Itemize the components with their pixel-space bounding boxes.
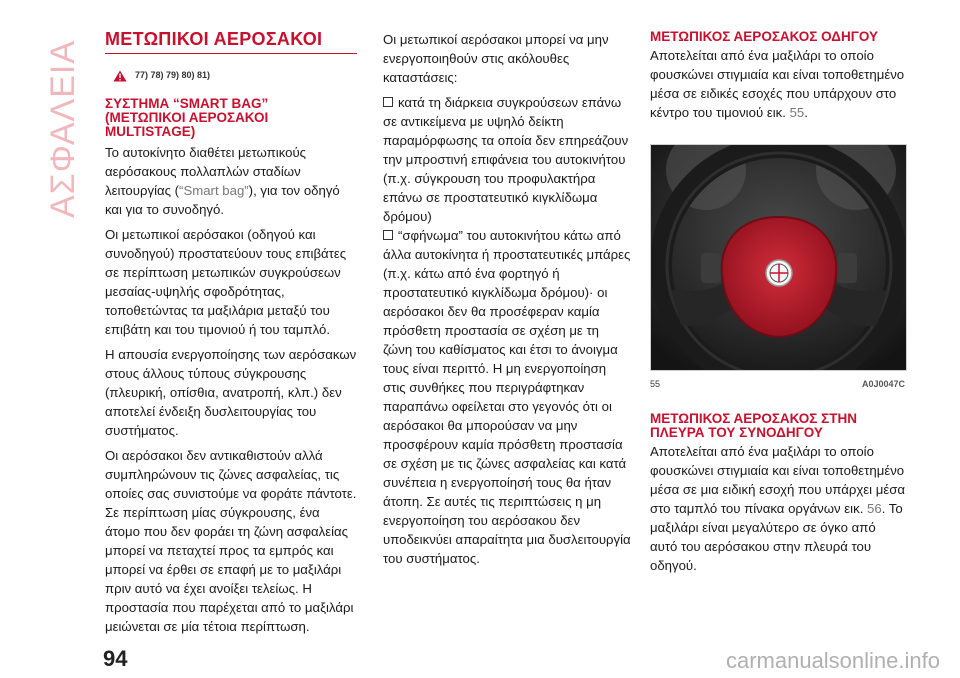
- paragraph-protection: Οι μετωπικοί αερόσακοι (οδηγού και συνοδηγού) προστατεύουν τους επιβάτες σε περίπτωση μετωπικών συγκρούσεων μεσαίας-υψηλής σφοδρότητας, τοποθετώντας τα μαξιλάρια μεταξύ του επιβάτη και του τιμονιού ή του ταμπλό.: [105, 227, 347, 337]
- heading-passenger-line-1: ΜΕΤΩΠΙΚΟΣ ΑΕΡΟΣΑΚΟΣ ΣΤΗΝ: [650, 411, 857, 426]
- page-number: 94: [103, 646, 128, 671]
- section-side-tab: [30, 28, 90, 228]
- section-title: ΜΕΤΩΠΙΚΟΙ ΑΕΡΟΣΑΚΟΙ: [105, 30, 357, 54]
- steering-wheel-image: [650, 144, 907, 371]
- heading-passenger-line-2: ΠΛΕΥΡΑ ΤΟΥ ΣΥΝΟΔΗΓΟΥ: [650, 425, 823, 440]
- figure-ref-55: 55: [789, 105, 805, 120]
- warning-triangle-icon: [113, 70, 127, 82]
- bullet-item-2: [383, 226, 631, 568]
- square-bullet-icon: [383, 97, 393, 107]
- figure-caption: [650, 375, 905, 394]
- steering-wheel-illustration: [651, 145, 906, 370]
- paragraph-seatbelts: Οι αερόσακοι δεν αντικαθιστούν αλλά συμπληρώνουν τις ζώνες ασφαλείας, τις οποίες σας συνιστούμε να φοράτε πάντοτε. Σε περίπτωση μίας σύγκρουσης, ένα άτομο που δεν φοράει τη ζώνη ασφαλείας μπορεί να πεταχτεί προς τα εμπρός και μπορεί να έρθει σε επαφή με το μαξιλάρι πριν αυτό να έχει ανοίξει τελείως. Η προστασία που παρέχεται από το μαξιλάρι μειώνεται σε μία τέτοια περίπτωση.: [105, 448, 357, 634]
- figure-ref-56: 56: [867, 501, 882, 516]
- subheading-line-1: ΣΥΣΤΗΜΑ “SMART BAG”: [105, 96, 269, 111]
- paragraph-passenger-airbag-end: . Το μαξιλάρι είναι μεγαλύτερο σε όγκο από αυτό του αερόσακου στην πλευρά του οδηγού.: [650, 501, 903, 573]
- bullet-item-1: [383, 93, 631, 226]
- subheading-line-3: MULTISTAGE): [105, 124, 196, 139]
- figure-code: A0J0047C: [861, 379, 905, 389]
- paragraph-intro-text: Το αυτοκίνητο διαθέτει μετωπικούς αερόσακους πολλαπλών σταδίων λειτουργίας (: [105, 145, 307, 198]
- paragraph-passenger-airbag-text: Αποτελείται από ένα μαξιλάρι το οποίο φουσκώνει στιγμιαία και είναι τοποθετημένο μέσα σε μια ειδική εσοχή που υπάρχει μέσα στο ταμπλό του πίνακα οργάνων εικ.: [650, 444, 905, 516]
- column-3: [650, 30, 905, 581]
- smart-bag-ref: “Smart bag”: [179, 183, 249, 198]
- paragraph-conditions-intro: Οι μετωπικοί αερόσακοι μπορεί να μην ενεργοποιηθούν στις ακόλουθες καταστάσεις:: [383, 32, 609, 85]
- section-side-tab-label: ΑΣΦΑΛΕΙΑ: [44, 39, 82, 218]
- figure-number: 55: [650, 379, 661, 389]
- column-1: [105, 30, 357, 642]
- paragraph-non-activation: Η απουσία ενεργοποίησης των αερόσακων στους άλλους τύπους σύγκρουσης (πλευρική, οπίσθια, ανατροπή, κλπ.) δεν αποτελεί ένδειξη δυσλειτουργίας του συστήματος.: [105, 347, 357, 438]
- bullet-item-2-text: “σφήνωμα” του αυτοκινήτου κάτω από άλλα αυτοκίνητα ή προστατευτικές μπάρες (π.χ. κάτω από ένα φορτηγό ή προστατευτικό κιγκλίδωμα δρόμου)· οι αερόσακοι δεν θα προσέφεραν καμία πρόσθετη προστασία σε σχέση με τη ζώνη του καθίσματος και έτσι το άνοιγμα τους είναι περιττό. Η μη ενεργοποίηση στις συνθήκες που περιγράφτηκαν παραπάνω οφείλεται στο γεγονός ότι οι αερόσακοι θα μπορούσαν να μην προσφέρουν καμία πρόσθετη προστασία σε σχέση με τις ζώνες ασφαλείας και κατά συνέπεια η ενεργοποίησή τους θα ήταν άτοπη. Σε αυτές τις περιπτώσεις η μη ενεργοποίηση του αερόσακου δεν υποδεικνύει απαραίτητα μια δυσλειτουργία του συστήματος.: [383, 228, 631, 566]
- paragraph-intro-end: ), για τον οδηγό και για το συνοδηγό.: [105, 183, 340, 217]
- paragraph-driver-airbag-text: Αποτελείται από ένα μαξιλάρι το οποίο φουσκώνει στιγμιαία και είναι τοποθετημένο μέσα σε ειδικές εσοχές που υπάρχουν στο κέντρο του τιμονιού εικ.: [650, 48, 905, 120]
- column-2: [383, 30, 631, 574]
- square-bullet-icon: [383, 230, 393, 240]
- subheading-line-2: (ΜΕΤΩΠΙΚΟΙ ΑΕΡΟΣΑΚΟΙ: [105, 110, 269, 125]
- paragraph-driver-airbag: [650, 46, 905, 122]
- warning-refs-text: 77) 78) 79) 80) 81): [135, 70, 211, 80]
- heading-driver-airbag: ΜΕΤΩΠΙΚΟΣ ΑΕΡΟΣΑΚΟΣ ΟΔΗΓΟΥ: [650, 29, 878, 44]
- bullet-item-1-text: κατά τη διάρκεια συγκρούσεων επάνω σε αντικείμενα με υψηλό δείκτη παραμόρφωσης τα οποία δεν επηρεάζουν την μπροστινή επιφάνεια του αυτοκινήτου (π.χ. σύγκρουση του προφυλακτήρα επάνω σε προστατευτικό κιγκλίδωμα δρόμου): [383, 95, 629, 224]
- heading-passenger-airbag: [650, 412, 905, 440]
- paragraph-passenger-airbag: [650, 442, 905, 575]
- paragraph-driver-airbag-end: .: [804, 105, 808, 120]
- watermark: carmanualsonline.info: [725, 648, 940, 673]
- paragraph-intro: [105, 143, 357, 219]
- subheading-smart-bag: [105, 97, 357, 139]
- warning-references: [113, 66, 357, 85]
